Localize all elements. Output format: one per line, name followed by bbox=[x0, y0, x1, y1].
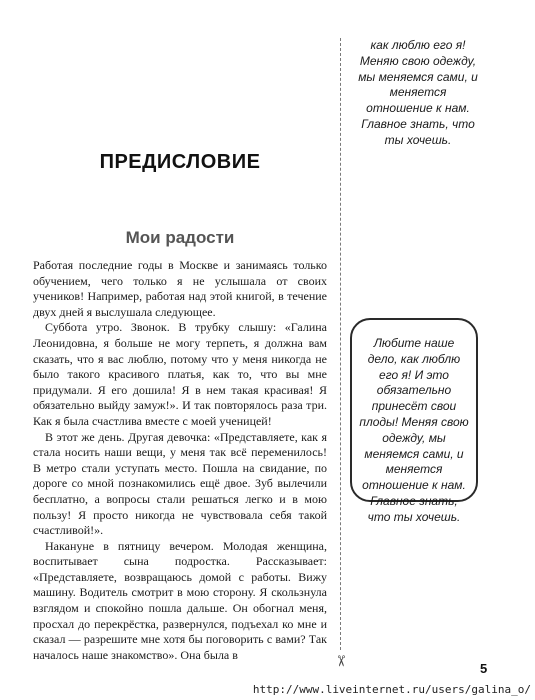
paragraph: Накануне в пятницу вечером. Молодая женщина, воспитывает сына подростка. Рассказывает: «Представляете, возвращаюсь домой с работы. Вижу машину. Водитель смотрит в мою сторону. Я скользнула взглядом и спокойно пошла дальше. Он обогнал меня, просхал до перекрёстка, развернулся, подъехал ко мне и сказал — разрешите мне хотя бы поговорить с вами? Так началось наше знакомство». Она была в bbox=[33, 538, 327, 662]
quote-box bbox=[350, 318, 478, 524]
paragraph: Суббота утро. Звонок. В трубку слышу: «Галина Леонидовна, я больше не могу терпеть, я должна вам сказать, что я вас люблю, потому что у меня никогда не было такого красивого платья, как то, что вы мне придумали. Я его дошила! Я в нем такая красивая! Я обязательно выйду замуж!». И так повторялось раза три. Как я была счастлива вместе с моей ученицей! bbox=[33, 320, 327, 428]
paragraph: В этот же день. Другая девочка: «Представляете, как я стала носить наши вещи, у меня так всё переменилось! В метро стали уступать место. Пошла на свидание, по дороге со мной познакомились ещё двое. Зуб вылечили бесплатно, а вопросы стали решаться легко и в мою пользу! Я просто никогда не чувствовала себя такой счастливой!». bbox=[33, 429, 327, 538]
page-title: ПРЕДИСЛОВИЕ bbox=[99, 151, 261, 173]
sidebar-top-quote: как люблю его я! Меняю свою одежду, мы меняемся сами, и меняется отношение к нам. Главное знать, что ты хочешь. bbox=[358, 38, 478, 147]
section-title: Мои радости bbox=[125, 228, 235, 247]
paragraph: Работая последние годы в Москве и занимаясь только обучением, чего только я не услышала от своих учеников! Например, работая над этой книгой, в течение двух дней я выслушала следующее. bbox=[33, 258, 327, 319]
quote-box-text: Любите наше дело, как люблю его я! И это обязательно принесёт свои плоды! Меняя свою одежду, мы меняемся сами, и меняется отношение к нам. Главное знать, что ты хочешь. bbox=[359, 336, 469, 524]
watermark-url: http://www.liveinternet.ru/users/galina_o/ bbox=[252, 683, 531, 696]
body-text bbox=[33, 258, 327, 663]
scissors-icon: ✂ bbox=[332, 654, 350, 668]
cut-line-divider bbox=[340, 38, 341, 650]
page-number: 5 bbox=[480, 661, 488, 676]
